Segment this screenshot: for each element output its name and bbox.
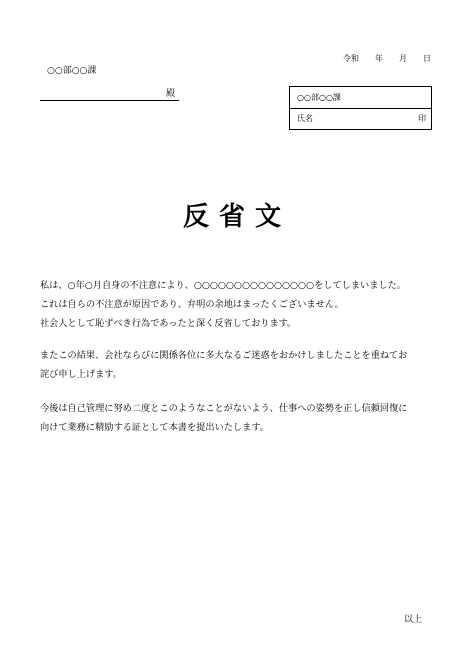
closing-text: 以上 [404, 615, 423, 625]
paragraph-line: 向けて業務に精励する証として本書を提出いたします。 [40, 422, 269, 433]
paragraph-line: これは自らの不注意が原因であり、弁明の余地はまったくございません。 [40, 299, 344, 310]
sender-name-label: 氏名 [297, 114, 313, 123]
paragraph-2 [40, 346, 407, 384]
paragraph-line: 詫び申し上げます。 [40, 369, 122, 380]
month-label: 月 [399, 54, 407, 63]
sender-name-row [290, 108, 431, 129]
paragraph-3 [40, 399, 408, 437]
sender-box [289, 86, 432, 130]
recipient-honorific: 殿 [166, 89, 176, 99]
year-label: 年 [375, 54, 383, 63]
sender-department: ○○部○○課 [297, 93, 341, 102]
recipient-department: ○○部○○課 [47, 66, 97, 76]
document-title: 反省文 [182, 202, 291, 232]
paragraph-1 [40, 276, 406, 333]
date-line [343, 53, 431, 64]
paragraph-line: 今後は自己管理に努め二度とこのようなことがないよう、仕事への姿勢を正し信頼回復に [40, 403, 408, 414]
day-label: 日 [423, 54, 431, 63]
paragraph-line: 私は、○年○月自身の不注意により、○○○○○○○○○○○○○○○をしてしまいました。 [40, 280, 406, 291]
seal-mark: 印 [418, 114, 426, 123]
recipient-underline [40, 100, 179, 101]
paragraph-line: またこの結果、会社ならびに関係各位に多大なるご迷惑をおかけしましたことを重ねてお [40, 350, 408, 361]
paragraph-line: 社会人として恥ずべき行為であったと深く反省しております。 [40, 318, 297, 329]
sender-department-row [290, 87, 431, 109]
era-label: 令和 [343, 54, 359, 63]
